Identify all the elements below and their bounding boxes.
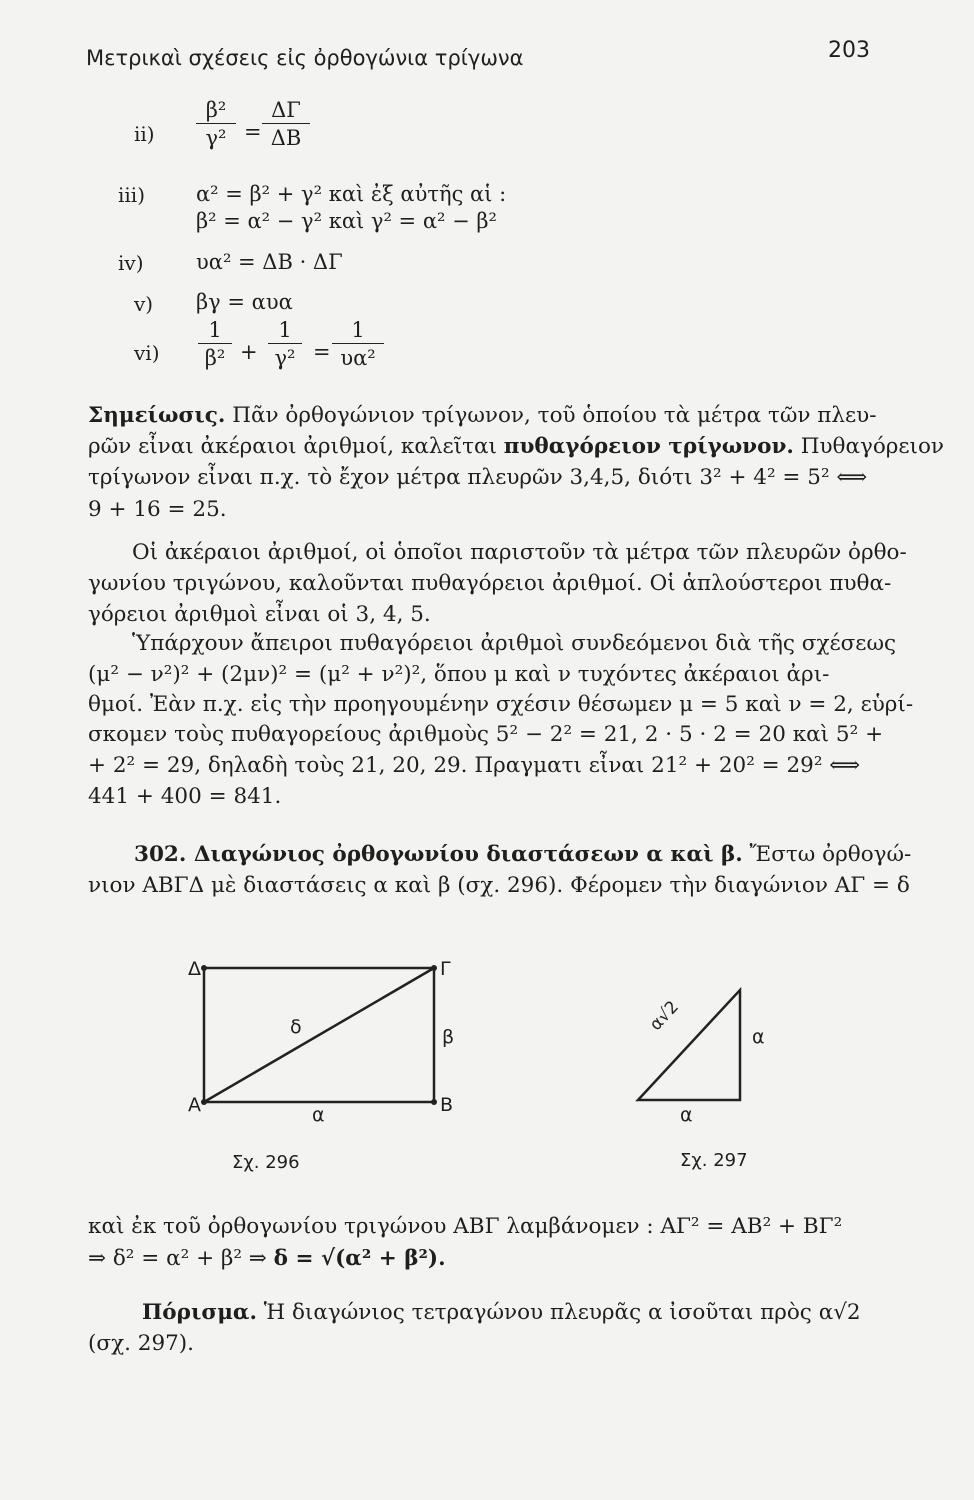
after-fig-line-1: καὶ ἐκ τοῦ ὀρθογωνίου τριγώνου ΑΒΓ λαμβάνομεν : ΑΓ² = ΑΒ² + ΒΓ² (88, 1214, 843, 1239)
figure-296 (180, 950, 460, 1130)
formula-v-label: v) (134, 292, 154, 316)
after-fig-result: δ = √(α² + β²). (273, 1246, 446, 1271)
fig296-caption: Σχ. 296 (232, 1152, 300, 1173)
after-fig-text-2a: ⇒ δ² = α² + β² ⇒ (88, 1246, 274, 1271)
fig297-caption: Σχ. 297 (680, 1150, 748, 1171)
note-line-3: τρίγωνον εἶναι π.χ. τὸ ἔχον μέτρα πλευρῶν 3,4,5, διότι 3² + 4² = 5² ⟺ (88, 465, 868, 490)
formula-ii-label: ii) (134, 122, 155, 146)
fig296-label-b: Β (440, 1094, 454, 1116)
vertex-b (431, 1099, 437, 1105)
note-text-1: Πᾶν ὀρθογώνιον τρίγωνον, τοῦ ὁποίου τὰ μέτρα τῶν πλευ- (232, 403, 877, 428)
fig297-label-bottom: α (680, 1104, 693, 1126)
formula-ii-equals: = (244, 120, 262, 144)
formula-vi-den-1: β² (204, 346, 226, 370)
note-term: πυθαγόρειον τρίγωνον. (503, 434, 794, 459)
formula-iii-line2: β² = α² − γ² καὶ γ² = α² − β² (196, 209, 497, 233)
vertex-a (201, 1099, 207, 1105)
section-302-text-1: Ἔστω ὀρθογώ- (742, 842, 912, 867)
note-line-1 (88, 405, 877, 427)
fig297-label-diagonal: α√2 (645, 997, 683, 1035)
after-fig-line-2 (88, 1248, 446, 1270)
corollary-line-2: (σχ. 297). (88, 1331, 195, 1356)
formula-ii-den-right: ΔΒ (270, 126, 302, 150)
para3-line-1: Ὑπάρχουν ἄπειροι πυθαγόρειοι ἀριθμοὶ συνδεόμενοι διὰ τῆς σχέσεως (132, 631, 897, 656)
para3-line-4: σκομεν τοὺς πυθαγορείους ἀριθμοὺς 5² − 2² = 21, 2 · 5 · 2 = 20 καὶ 5² + (88, 722, 884, 747)
corollary-heading: Πόρισμα. (142, 1300, 257, 1325)
formula-vi-num-1: 1 (198, 318, 232, 344)
formula-iv-label: iv) (118, 251, 144, 275)
para3-line-5: + 2² = 29, δηλαδὴ τοὺς 21, 20, 29. Πραγματι εἶναι 21² + 20² = 29² ⟺ (88, 753, 861, 778)
formula-ii-fraction-right (262, 98, 310, 150)
note-line-2 (88, 436, 944, 458)
fig296-label-alpha: α (312, 1104, 325, 1126)
section-302-line-2: νιον ΑΒΓΔ μὲ διαστάσεις α καὶ β (σχ. 296). Φέρομεν τὴν διαγώνιον ΑΓ = δ (88, 873, 910, 898)
formula-iii-label: iii) (118, 183, 145, 207)
section-302-line-1 (134, 844, 911, 866)
triangle-square-half (638, 990, 740, 1100)
para2-line-3: γόρειοι ἀριθμοὶ εἶναι οἱ 3, 4, 5. (88, 602, 431, 627)
formula-vi-den-3: υα² (340, 346, 376, 370)
page-number: 203 (828, 38, 870, 63)
vertex-d (201, 965, 207, 971)
para2-line-2: γωνίου τριγώνου, καλοῦνται πυθαγόρειοι ἀριθμοί. Οἱ ἁπλούστεροι πυθα- (88, 571, 892, 596)
note-text-2c: Πυθαγόρειον (793, 434, 944, 459)
formula-iv: υα² = ΔΒ · ΔΓ (196, 250, 343, 274)
note-heading: Σημείωσις. (88, 403, 226, 428)
para3-line-3: θμοί. Ἐὰν π.χ. εἰς τὴν προηγουμένην σχέσιν θέσωμεν μ = 5 καὶ ν = 2, εὑρί- (88, 692, 914, 717)
formula-vi-num-2: 1 (268, 318, 302, 344)
formula-vi-label: vi) (134, 341, 160, 365)
para2-line-1: Οἱ ἀκέραιοι ἀριθμοί, οἱ ὁποῖοι παριστοῦν τὰ μέτρα τῶν πλευρῶν ὀρθο- (132, 540, 907, 565)
running-header: Μετρικαὶ σχέσεις εἰς ὀρθογώνια τρίγωνα (86, 46, 524, 70)
formula-vi-den-2: γ² (274, 346, 296, 370)
note-text-2a: ρῶν εἶναι ἀκέραιοι ἀριθμοί, καλεῖται (88, 434, 504, 459)
formula-vi-fraction-3 (332, 318, 384, 370)
corollary-text-1: Ἡ διαγώνιος τετραγώνου πλευρᾶς α ἰσοῦται πρὸς α√2 (256, 1300, 861, 1325)
formula-ii-num-left: β² (196, 98, 236, 124)
fig296-label-d: Δ (188, 958, 201, 980)
fig296-label-g: Γ (440, 958, 451, 980)
diagonal-ag (204, 968, 434, 1102)
fig296-label-delta: δ (290, 1016, 302, 1038)
formula-vi-num-3: 1 (332, 318, 384, 344)
para3-line-6: 441 + 400 = 841. (88, 784, 282, 809)
para3-line-2: (μ² − ν²)² + (2μν)² = (μ² + ν²)², ὅπου μ καὶ ν τυχόντες ἀκέραιοι ἀρι- (88, 662, 830, 687)
formula-v: βγ = αυα (196, 290, 293, 314)
vertex-g (431, 965, 437, 971)
formula-ii-fraction-left (196, 98, 236, 150)
section-302-heading: 302. Διαγώνιος ὀρθογωνίου διαστάσεων α καὶ β. (134, 842, 743, 867)
corollary-line-1 (142, 1302, 861, 1324)
fig296-label-a: Α (188, 1094, 201, 1116)
formula-vi-fraction-1 (198, 318, 232, 370)
formula-vi-plus: + (240, 340, 258, 364)
formula-vi-equals: = (313, 340, 331, 364)
formula-ii-num-right: ΔΓ (262, 98, 310, 124)
fig296-label-beta: β (442, 1026, 455, 1048)
formula-ii-den-left: γ² (205, 126, 227, 150)
formula-iii-line1: α² = β² + γ² καὶ ἐξ αὐτῆς αἱ : (196, 182, 507, 206)
fig297-label-side: α (752, 1026, 765, 1048)
note-line-4: 9 + 16 = 25. (88, 497, 227, 522)
formula-vi-fraction-2 (268, 318, 302, 370)
